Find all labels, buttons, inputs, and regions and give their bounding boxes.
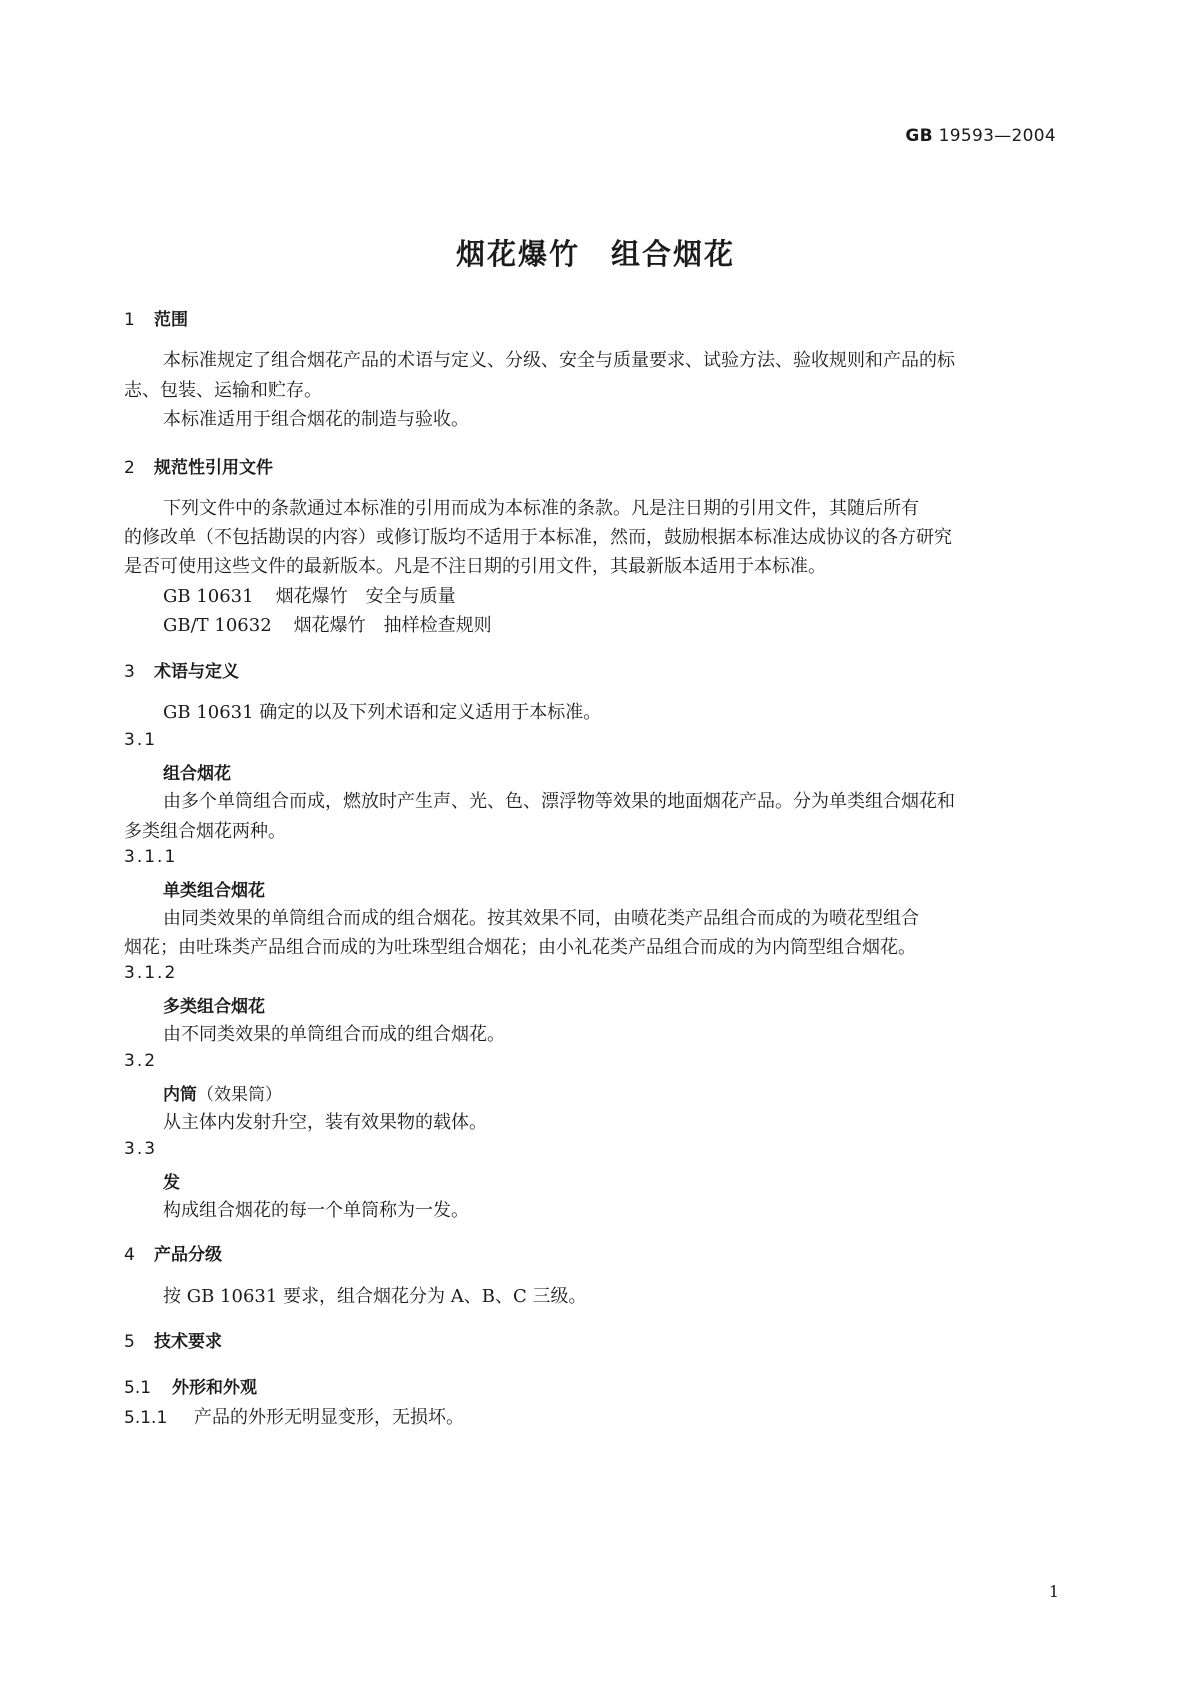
section-title: 范围 (154, 310, 188, 330)
term-name: 内筒 (163, 1085, 197, 1105)
standard-code-prefix: GB (905, 126, 933, 146)
term-3-1-number: 3.1 (124, 730, 158, 750)
term-3-1-2-def: 由不同类效果的单筒组合而成的组合烟花。 (163, 1024, 505, 1045)
page-number: 1 (1048, 1582, 1059, 1601)
reference-code: GB/T 10632 (163, 615, 272, 636)
section-number: 3 (124, 662, 135, 682)
section-1-para2: 本标准适用于组合烟花的制造与验收。 (163, 409, 469, 430)
term-3-1-2-name: 多类组合烟花 (163, 997, 265, 1017)
term-3-3-name: 发 (163, 1173, 180, 1193)
term-note: （效果筒） (197, 1085, 282, 1105)
standard-code-number: 19593—2004 (938, 126, 1056, 146)
section-title: 规范性引用文件 (154, 458, 273, 478)
section-title: 外形和外观 (172, 1378, 257, 1398)
reference-title: 烟花爆竹 安全与质量 (275, 586, 456, 607)
section-3-intro: GB 10631 确定的以及下列术语和定义适用于本标准。 (163, 702, 602, 723)
term-3-1-2-number: 3.1.2 (124, 963, 178, 983)
term-3-1-name: 组合烟花 (163, 764, 231, 784)
term-3-1-1-number: 3.1.1 (124, 847, 178, 867)
section-2-para-line2: 的修改单（不包括勘误的内容）或修订版均不适用于本标准，然而，鼓励根据本标准达成协议的各方研究 (124, 527, 952, 548)
section-2-para-line3: 是否可使用这些文件的最新版本。凡是不注日期的引用文件，其最新版本适用于本标准。 (124, 556, 826, 577)
normative-reference-2 (163, 611, 492, 637)
document-title: 烟花爆竹 组合烟花 (455, 237, 735, 271)
term-3-1-1-name: 单类组合烟花 (163, 881, 265, 901)
section-1-para1-line1: 本标准规定了组合烟花产品的术语与定义、分级、安全与质量要求、试验方法、验收规则和产品的标 (163, 350, 955, 371)
section-title: 术语与定义 (154, 662, 239, 682)
section-title: 产品分级 (154, 1245, 222, 1265)
term-3-1-1-def-line1: 由同类效果的单筒组合而成的组合烟花。按其效果不同，由喷花类产品组合而成的为喷花型组合 (163, 908, 919, 929)
clause-number: 5.1.1 (124, 1408, 168, 1428)
term-3-1-def-line1: 由多个单筒组合而成，燃放时产生声、光、色、漂浮物等效果的地面烟花产品。分为单类组合烟花和 (163, 791, 955, 812)
section-2-heading (124, 453, 273, 478)
section-number: 2 (124, 458, 135, 478)
section-number: 5 (124, 1332, 135, 1352)
term-3-3-number: 3.3 (124, 1139, 158, 1159)
section-4-para: 按 GB 10631 要求，组合烟花分为 A、B、C 三级。 (163, 1286, 587, 1307)
section-number: 5.1 (124, 1378, 152, 1398)
standard-code (905, 126, 1056, 146)
reference-title: 烟花爆竹 抽样检查规则 (293, 615, 492, 636)
section-number: 1 (124, 310, 135, 330)
term-3-1-def-line2: 多类组合烟花两种。 (124, 821, 286, 842)
term-3-3-def: 构成组合烟花的每一个单筒称为一发。 (163, 1200, 469, 1221)
term-3-2-name (163, 1080, 282, 1105)
clause-text: 产品的外形无明显变形，无损坏。 (194, 1407, 464, 1428)
section-2-para-line1: 下列文件中的条款通过本标准的引用而成为本标准的条款。凡是注日期的引用文件，其随后所有 (163, 498, 919, 519)
section-1-para1-line2: 志、包装、运输和贮存。 (124, 380, 322, 401)
section-3-heading (124, 657, 239, 682)
section-1-heading (124, 305, 188, 330)
term-3-1-1-def-line2: 烟花；由吐珠类产品组合而成的为吐珠型组合烟花；由小礼花类产品组合而成的为内筒型组合烟花。 (124, 937, 916, 958)
clause-5-1-1 (124, 1403, 464, 1429)
section-5-heading (124, 1327, 222, 1352)
section-5-1-heading (124, 1373, 257, 1398)
term-3-2-def: 从主体内发射升空，装有效果物的载体。 (163, 1112, 487, 1133)
term-3-2-number: 3.2 (124, 1051, 158, 1071)
normative-reference-1 (163, 582, 456, 608)
reference-code: GB 10631 (163, 586, 254, 607)
section-number: 4 (124, 1245, 135, 1265)
section-4-heading (124, 1240, 222, 1265)
section-title: 技术要求 (154, 1332, 222, 1352)
